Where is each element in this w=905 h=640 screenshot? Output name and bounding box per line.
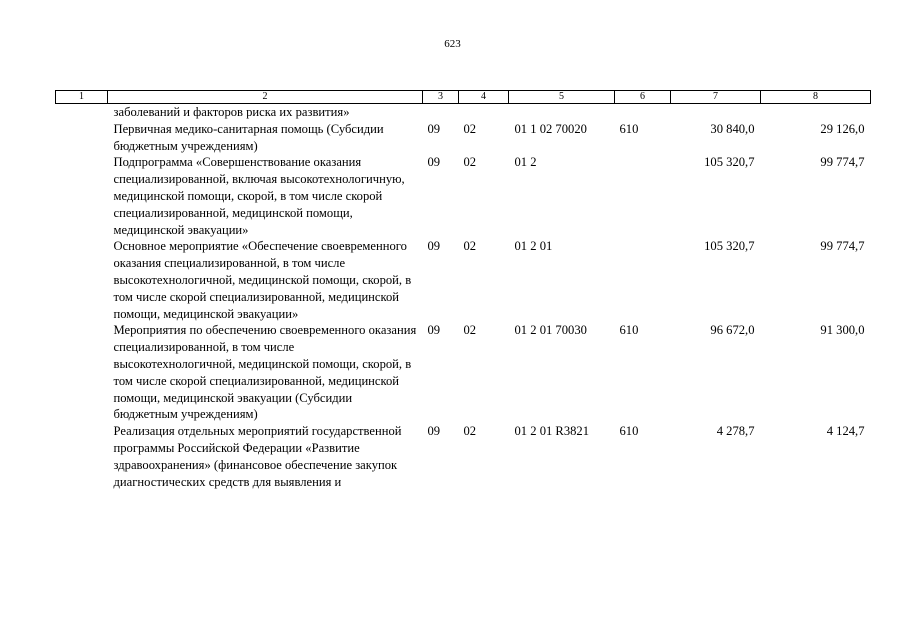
row-target-code: 01 2 <box>514 155 537 170</box>
row-expense-type <box>615 238 671 322</box>
row-subsection <box>459 104 509 121</box>
row-amount-2 <box>761 104 871 121</box>
row-target-code: 01 2 01 R3821 <box>514 424 590 439</box>
row-target-code: 01 1 02 70020 <box>514 121 587 136</box>
row-subsection: 02 <box>463 323 477 338</box>
row-expense-type <box>615 154 671 238</box>
column-header: 2 <box>108 91 423 104</box>
row-index-cell <box>56 322 108 423</box>
page-number: 623 <box>444 38 461 50</box>
row-name: Мероприятия по обеспечению своевременного оказания специализированной, в том числе высокотехнологичной, медицинской помощи, скорой, в том числе скорой специализированной, медицинской помощи, медицинской эвакуации (Субсидии бюджетным учреждениям) <box>113 323 417 422</box>
table-row <box>56 154 871 238</box>
row-amount-1 <box>671 104 761 121</box>
row-index-cell <box>56 423 108 490</box>
table-header-row <box>56 91 871 104</box>
row-section: 09 <box>427 239 441 254</box>
row-amount-2: 4 124,7 <box>826 424 865 439</box>
column-header: 4 <box>459 91 509 104</box>
row-name: заболеваний и факторов риска их развития» <box>113 105 350 119</box>
row-amount-2: 29 126,0 <box>820 121 865 136</box>
row-amount-1: 30 840,0 <box>710 121 755 136</box>
table-row <box>56 121 871 155</box>
row-amount-2: 91 300,0 <box>820 323 865 338</box>
column-header: 1 <box>56 91 108 104</box>
row-section <box>423 104 459 121</box>
column-header: 7 <box>671 91 761 104</box>
row-index-cell <box>56 121 108 155</box>
row-section: 09 <box>427 323 441 338</box>
row-subsection: 02 <box>463 424 477 439</box>
row-target-code: 01 2 01 <box>514 239 553 254</box>
row-amount-2: 99 774,7 <box>820 239 865 254</box>
row-amount-1: 105 320,7 <box>704 239 755 254</box>
row-subsection: 02 <box>463 155 477 170</box>
row-name: Реализация отдельных мероприятий государственной программы Российской Федерации «Развитие здравоохранения» (финансовое обеспечение закупок диагностических средств для выявления и <box>113 424 402 489</box>
table-row <box>56 423 871 490</box>
row-expense-type <box>615 104 671 121</box>
row-subsection: 02 <box>463 121 477 136</box>
row-name: Основное мероприятие «Обеспечение своевременного оказания специализированной, в том числе высокотехнологичной, медицинской помощи, скорой, в том числе скорой специализированной, медицинской помощи, медицинской эвакуации» <box>113 239 412 321</box>
row-index-cell <box>56 154 108 238</box>
column-header: 8 <box>761 91 871 104</box>
row-amount-2: 99 774,7 <box>820 155 865 170</box>
table-row <box>56 322 871 423</box>
row-index-cell <box>56 238 108 322</box>
column-header: 6 <box>615 91 671 104</box>
row-expense-type: 610 <box>619 323 639 338</box>
row-section: 09 <box>427 121 441 136</box>
row-amount-1: 105 320,7 <box>704 155 755 170</box>
row-section: 09 <box>427 155 441 170</box>
row-subsection: 02 <box>463 239 477 254</box>
row-amount-1: 96 672,0 <box>710 323 755 338</box>
column-header: 3 <box>423 91 459 104</box>
row-name: Подпрограмма «Совершенствование оказания специализированной, включая высокотехнологичную, медицинской помощи, скорой, в том числе скорой специализированной, медицинской помощи, медицинской эвакуации» <box>113 155 405 237</box>
row-target-code <box>509 104 615 121</box>
column-header: 5 <box>509 91 615 104</box>
row-section: 09 <box>427 424 441 439</box>
row-amount-1: 4 278,7 <box>716 424 755 439</box>
row-expense-type: 610 <box>619 424 639 439</box>
row-expense-type: 610 <box>619 121 639 136</box>
table-row <box>56 104 871 121</box>
table-row <box>56 238 871 322</box>
row-index-cell <box>56 104 108 121</box>
row-name: Первичная медико-санитарная помощь (Субсидии бюджетным учреждениям) <box>113 121 384 153</box>
budget-table <box>55 90 871 490</box>
row-target-code: 01 2 01 70030 <box>514 323 587 338</box>
